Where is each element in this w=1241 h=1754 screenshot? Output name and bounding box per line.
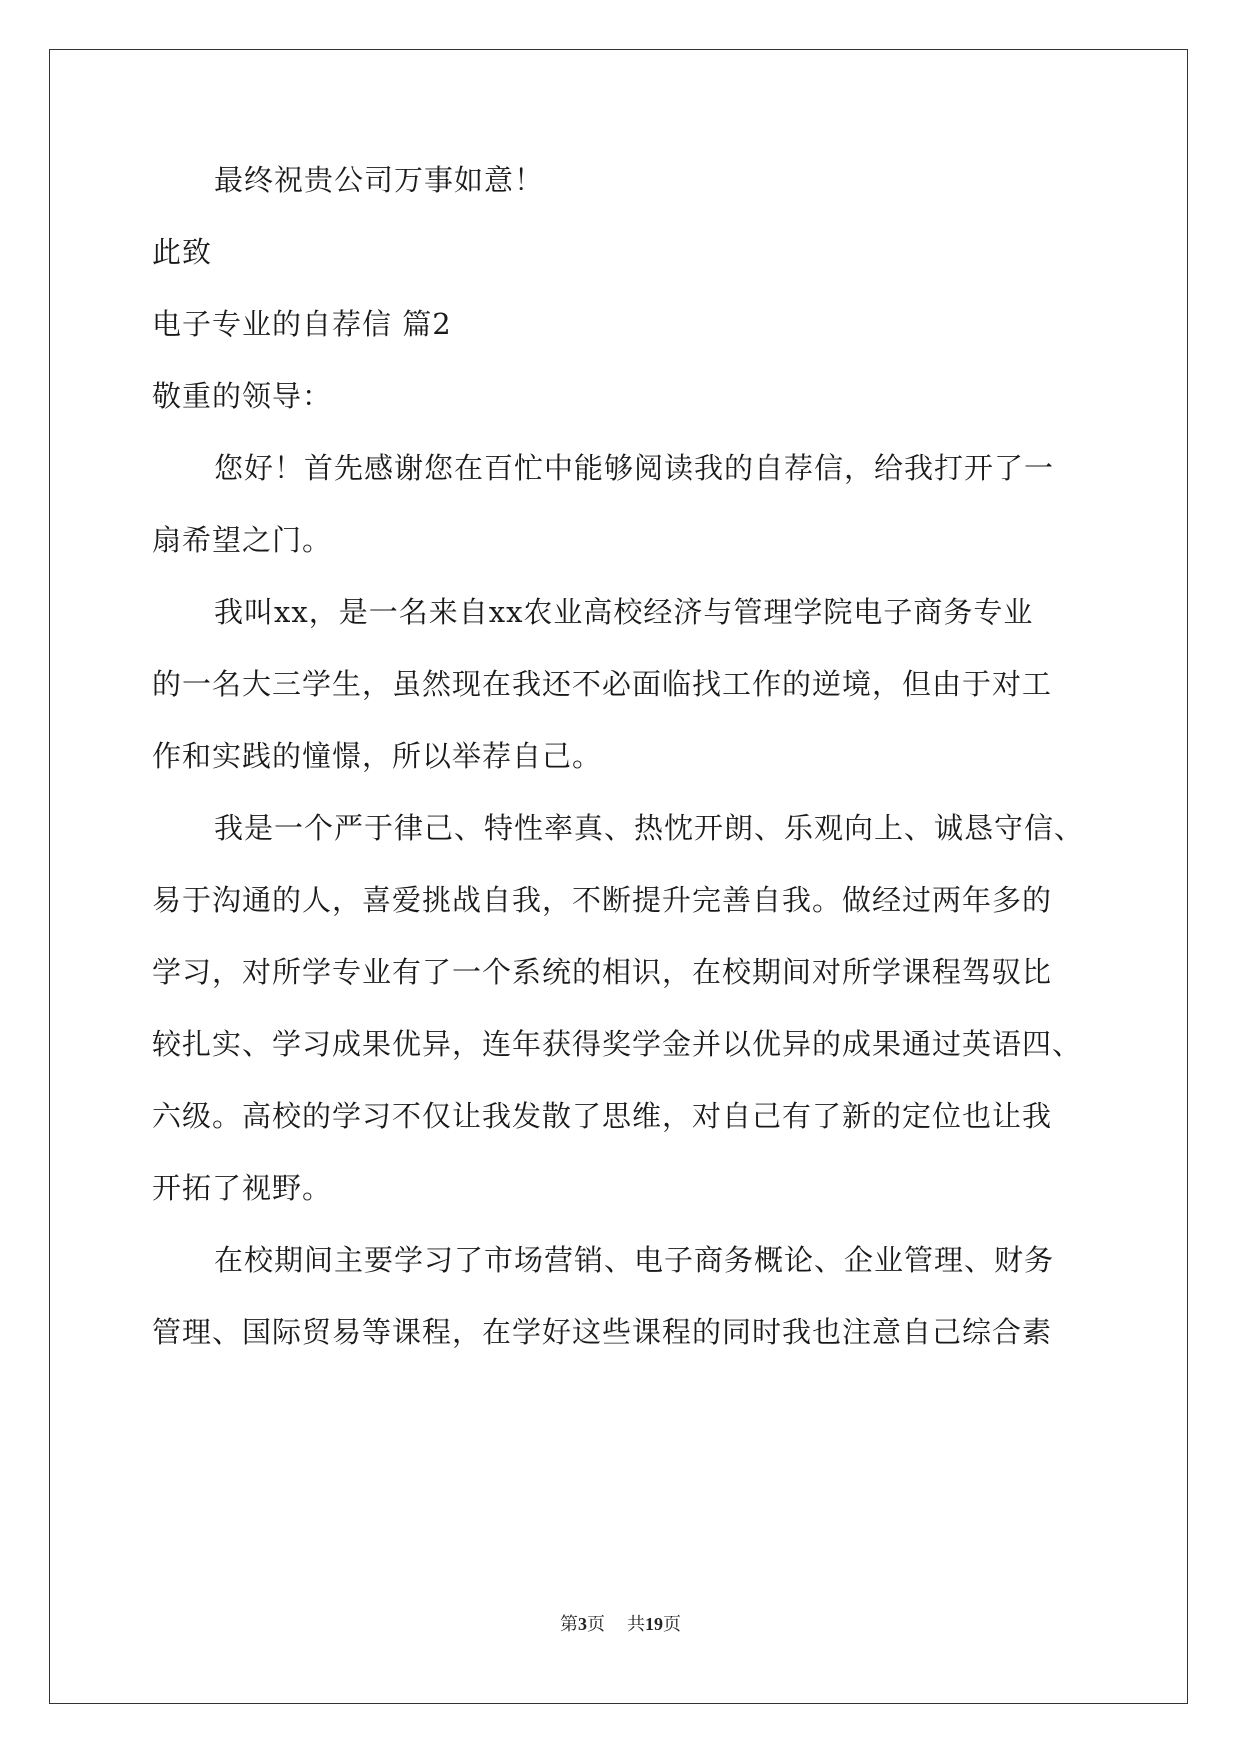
paragraph-line: 开拓了视野。 bbox=[152, 1171, 333, 1205]
section-title: 电子专业的自荐信 篇2 bbox=[152, 307, 452, 341]
page-prefix: 第 bbox=[560, 1614, 578, 1635]
total-prefix: 共 bbox=[627, 1614, 645, 1635]
paragraph-line: 您好！首先感谢您在百忙中能够阅读我的自荐信，给我打开了一 bbox=[214, 451, 1055, 485]
paragraph-line: 我是一个严于律己、特性率真、热忱开朗、乐观向上、诚恳守信、 bbox=[214, 811, 1085, 845]
page-suffix: 页 bbox=[587, 1614, 605, 1635]
total-suffix: 页 bbox=[663, 1614, 681, 1635]
page-footer bbox=[0, 1612, 1241, 1637]
paragraph-line: 扇希望之门。 bbox=[152, 523, 333, 557]
greeting: 敬重的领导： bbox=[152, 379, 333, 413]
salutation-closing: 此致 bbox=[152, 235, 213, 269]
paragraph-line: 我叫xx，是一名来自xx农业高校经济与管理学院电子商务专业 bbox=[214, 595, 1034, 629]
paragraph-line: 学习，对所学专业有了一个系统的相识，在校期间对所学课程驾驭比 bbox=[152, 955, 1053, 989]
page-total: 19 bbox=[645, 1614, 663, 1634]
paragraph-line: 六级。高校的学习不仅让我发散了思维，对自己有了新的定位也让我 bbox=[152, 1099, 1053, 1133]
paragraph-line: 易于沟通的人，喜爱挑战自我，不断提升完善自我。做经过两年多的 bbox=[152, 883, 1053, 917]
closing-wish: 最终祝贵公司万事如意！ bbox=[214, 163, 545, 197]
paragraph-line: 较扎实、学习成果优异，连年获得奖学金并以优异的成果通过英语四、 bbox=[152, 1027, 1083, 1061]
page-current: 3 bbox=[578, 1614, 587, 1634]
paragraph-line: 在校期间主要学习了市场营销、电子商务概论、企业管理、财务 bbox=[214, 1243, 1055, 1277]
paragraph-line: 管理、国际贸易等课程，在学好这些课程的同时我也注意自己综合素 bbox=[152, 1315, 1053, 1349]
page-border bbox=[49, 49, 1188, 1704]
paragraph-line: 作和实践的憧憬，所以举荐自己。 bbox=[152, 739, 603, 773]
paragraph-line: 的一名大三学生，虽然现在我还不必面临找工作的逆境，但由于对工 bbox=[152, 667, 1053, 701]
